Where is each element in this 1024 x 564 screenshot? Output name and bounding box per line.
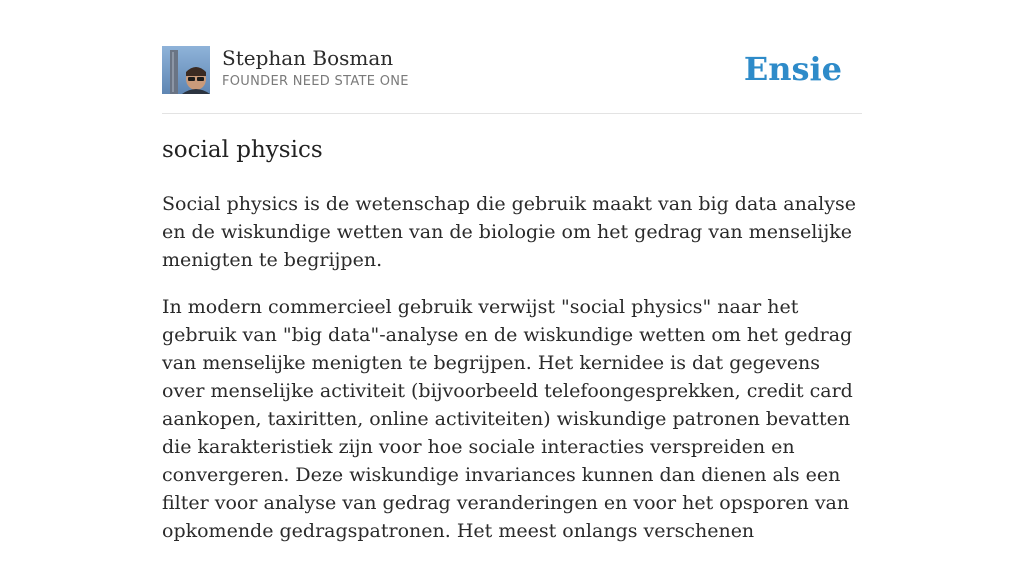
article-paragraph: Social physics is de wetenschap die gebruik maakt van big data analyse en de wiskundige wetten van de biologie om het gedrag van menselijke menigten te begrijpen. (162, 193, 856, 271)
avatar[interactable] (162, 46, 210, 94)
header-divider (162, 113, 862, 114)
header (162, 46, 862, 96)
avatar-photo-icon (162, 46, 210, 94)
article-paragraph: In modern commercieel gebruik verwijst "social physics" naar het gebruik van "big data"-analyse en de wiskundige wetten om het gedrag van menselijke menigten te begrijpen. Het kernidee is dat gegevens over menselijke activiteit (bijvoorbeeld telefoongesprekken, credit card aankopen, taxiritten, online activiteiten) wiskundige patronen bevatten die karakteristiek zijn voor hoe sociale interacties verspreiden en convergeren. Deze wiskundige invariances kunnen dan dienen als een filter voor analyse van gedrag veranderingen en voor het opsporen van opkomende gedragspatronen. Het meest onlangs verschenen (162, 296, 853, 542)
article-title: social physics (162, 137, 323, 163)
author-role: FOUNDER NEED STATE ONE (222, 74, 409, 89)
brand-logo[interactable]: Ensie (743, 50, 842, 88)
article-body (162, 190, 862, 564)
author-name[interactable]: Stephan Bosman (222, 46, 394, 70)
